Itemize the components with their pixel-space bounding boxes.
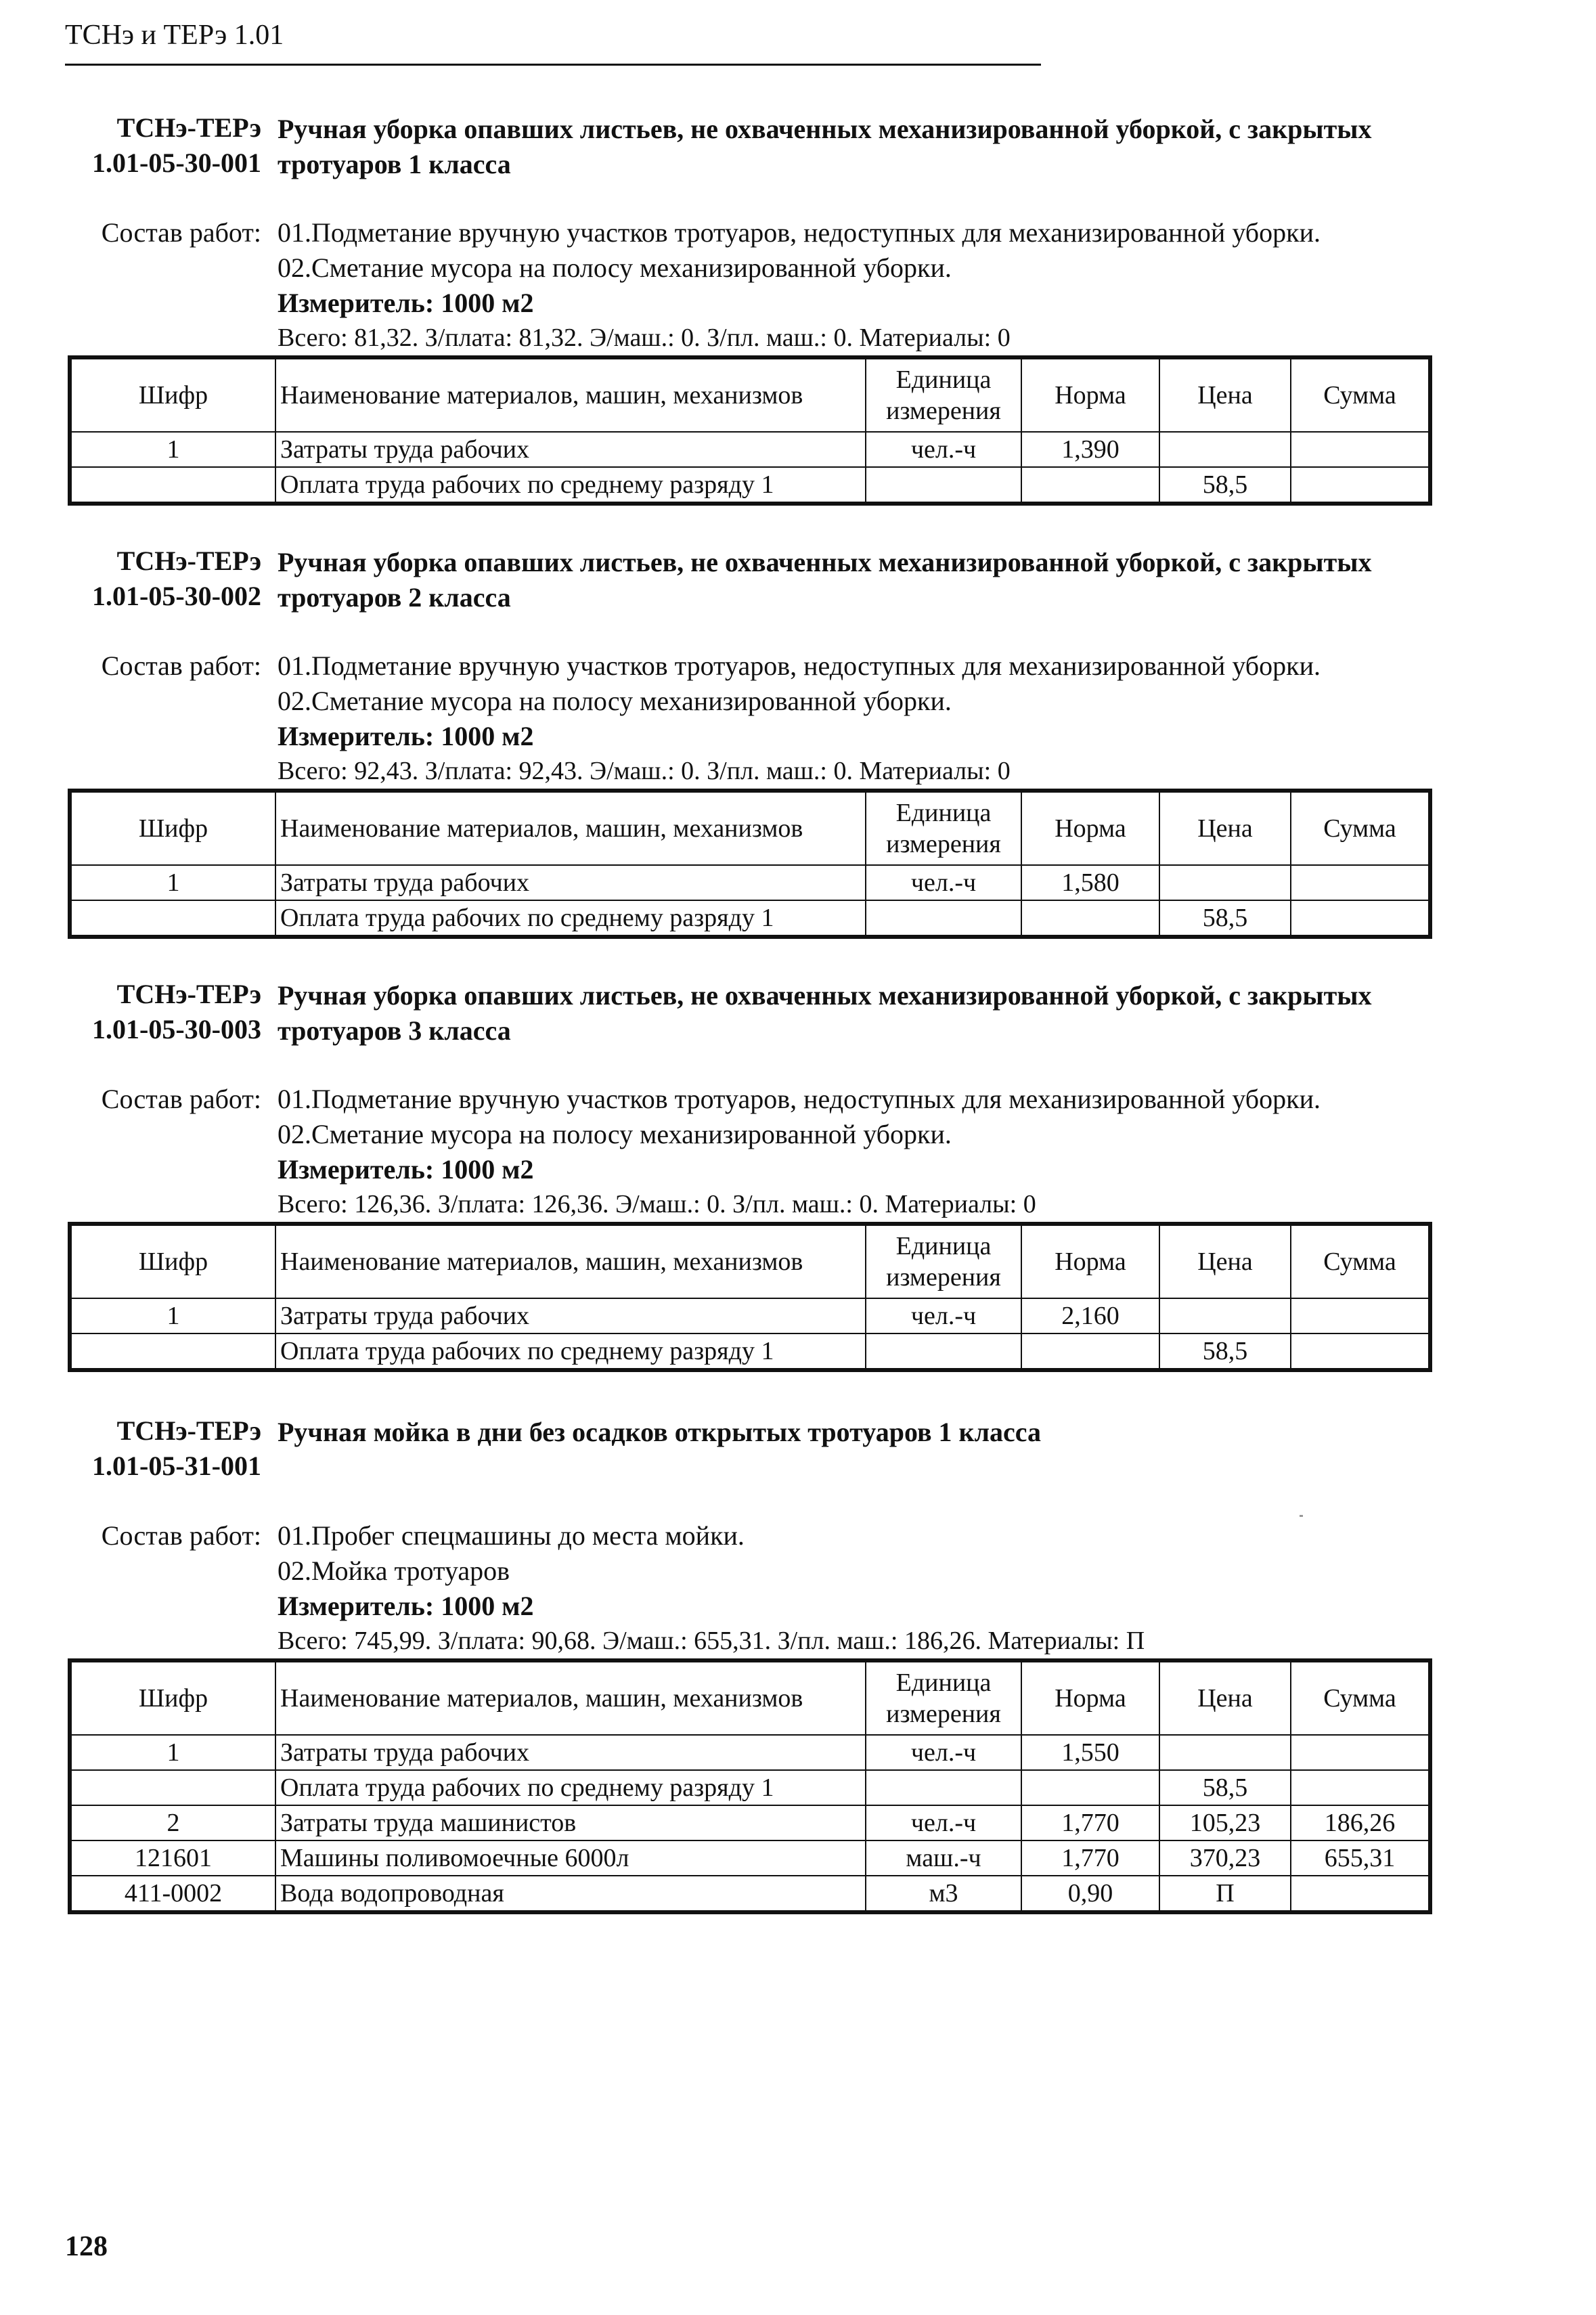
cell-name: Затраты труда рабочих <box>275 865 866 900</box>
cell-name: Вода водопроводная <box>275 1876 866 1912</box>
meter-line <box>278 1153 533 1185</box>
cell-sum <box>1291 432 1430 467</box>
cell-sum <box>1291 1735 1430 1770</box>
meter-line <box>278 287 533 319</box>
cell-unit <box>866 1333 1021 1370</box>
col-header-sum: Сумма <box>1291 791 1430 865</box>
section-title: Ручная уборка опавших листьев, не охваченных механизированной уборкой, с закрытых тротуаров 1 класса <box>278 114 1372 179</box>
cell-sum: 186,26 <box>1291 1805 1430 1840</box>
cell-sum <box>1291 467 1430 504</box>
section-title: Ручная мойка в дни без осадков открытых тротуаров 1 класса <box>278 1417 1042 1447</box>
table-row <box>70 467 1430 504</box>
cell-name: Оплата труда рабочих по среднему разряду 1 <box>275 467 866 504</box>
cell-code: 1 <box>70 865 275 900</box>
cell-unit: чел.-ч <box>866 865 1021 900</box>
work-item: 01.Пробег спецмашины до места мойки. <box>278 1520 745 1551</box>
cell-norm: 1,770 <box>1021 1840 1159 1876</box>
cell-norm: 2,160 <box>1021 1298 1159 1333</box>
meter-label: Измеритель: <box>278 721 435 751</box>
col-header-norm: Норма <box>1021 357 1159 432</box>
cell-sum <box>1291 1298 1430 1333</box>
section-title: Ручная уборка опавших листьев, не охваченных механизированной уборкой, с закрытых тротуаров 2 класса <box>278 547 1372 613</box>
cell-unit: м3 <box>866 1876 1021 1912</box>
col-header-code: Шифр <box>70 1224 275 1298</box>
cell-unit: чел.-ч <box>866 1735 1021 1770</box>
table-header-row <box>70 791 1430 865</box>
meter-label: Измеритель: <box>278 1591 435 1621</box>
col-header-unit-line2: измерения <box>886 1263 1001 1292</box>
cell-norm: 1,580 <box>1021 865 1159 900</box>
cell-norm: 1,550 <box>1021 1735 1159 1770</box>
col-header-price: Цена <box>1159 1224 1291 1298</box>
col-header-norm: Норма <box>1021 1224 1159 1298</box>
cell-name: Затраты труда машинистов <box>275 1805 866 1840</box>
work-item: 01.Подметание вручную участков тротуаров, недоступных для механизированной уборки. <box>278 651 1321 681</box>
meter-value: 1000 м2 <box>441 1591 534 1621</box>
cell-name: Машины поливомоечные 6000л <box>275 1840 866 1876</box>
totals-line: Всего: 745,99. З/плата: 90,68. Э/маш.: 655,31. З/пл. маш.: 186,26. Материалы: П <box>278 1627 1145 1655</box>
cell-price: 58,5 <box>1159 1770 1291 1805</box>
col-header-name: Наименование материалов, машин, механизмов <box>275 1224 866 1298</box>
table-row <box>70 432 1430 467</box>
totals-line: Всего: 81,32. З/плата: 81,32. Э/маш.: 0. З/пл. маш.: 0. Материалы: 0 <box>278 324 1011 352</box>
cell-name: Затраты труда рабочих <box>275 1735 866 1770</box>
cell-unit <box>866 900 1021 937</box>
cell-code: 1 <box>70 432 275 467</box>
table-header-row <box>70 1224 1430 1298</box>
table-row <box>70 865 1430 900</box>
cell-code <box>70 1770 275 1805</box>
cell-sum <box>1291 1770 1430 1805</box>
col-header-unit <box>866 1660 1021 1735</box>
table-header-row <box>70 357 1430 432</box>
cell-norm <box>1021 467 1159 504</box>
cell-price <box>1159 1298 1291 1333</box>
resources-table <box>68 1222 1432 1372</box>
section-heading <box>0 978 1596 1053</box>
col-header-norm: Норма <box>1021 1660 1159 1735</box>
table-row <box>70 1876 1430 1912</box>
cell-price: 58,5 <box>1159 900 1291 937</box>
section-heading <box>0 1415 1596 1489</box>
norm-code-number: 1.01-05-31-001 <box>92 1451 261 1481</box>
table-row <box>70 1735 1430 1770</box>
norm-code-number: 1.01-05-30-002 <box>92 581 261 611</box>
work-item: 02.Сметание мусора на полосу механизированной уборки. <box>278 686 952 716</box>
table-row <box>70 900 1430 937</box>
resources-table <box>68 789 1432 939</box>
cell-price <box>1159 432 1291 467</box>
norm-code-prefix: ТСНэ-ТЕРэ <box>116 979 261 1009</box>
col-header-unit-line2: измерения <box>886 1700 1001 1728</box>
col-header-sum: Сумма <box>1291 1224 1430 1298</box>
cell-price <box>1159 865 1291 900</box>
works-label: Состав работ: <box>101 1084 261 1114</box>
works-label: Состав работ: <box>101 217 261 248</box>
works-label: Состав работ: <box>101 651 261 681</box>
table-row <box>70 1298 1430 1333</box>
table-row <box>70 1770 1430 1805</box>
cell-code: 2 <box>70 1805 275 1840</box>
norm-code-prefix: ТСНэ-ТЕРэ <box>116 1415 261 1446</box>
cell-unit <box>866 467 1021 504</box>
col-header-unit <box>866 357 1021 432</box>
cell-unit: чел.-ч <box>866 432 1021 467</box>
col-header-unit-line2: измерения <box>886 830 1001 858</box>
norm-code-number: 1.01-05-30-001 <box>92 148 261 178</box>
cell-sum: 655,31 <box>1291 1840 1430 1876</box>
table-header-row <box>70 1660 1430 1735</box>
cell-code: 1 <box>70 1735 275 1770</box>
section-title: Ручная уборка опавших листьев, не охваченных механизированной уборкой, с закрытых тротуаров 3 класса <box>278 980 1372 1046</box>
cell-name: Затраты труда рабочих <box>275 1298 866 1333</box>
cell-price <box>1159 1735 1291 1770</box>
col-header-unit <box>866 791 1021 865</box>
col-header-code: Шифр <box>70 791 275 865</box>
cell-name: Оплата труда рабочих по среднему разряду 1 <box>275 1333 866 1370</box>
col-header-unit <box>866 1224 1021 1298</box>
cell-code <box>70 900 275 937</box>
meter-value: 1000 м2 <box>441 1154 534 1185</box>
cell-sum <box>1291 900 1430 937</box>
work-item: 01.Подметание вручную участков тротуаров, недоступных для механизированной уборки. <box>278 1084 1321 1114</box>
cell-name: Оплата труда рабочих по среднему разряду 1 <box>275 1770 866 1805</box>
meter-value: 1000 м2 <box>441 721 534 751</box>
meter-label: Измеритель: <box>278 1154 435 1185</box>
cell-price: П <box>1159 1876 1291 1912</box>
cell-code: 1 <box>70 1298 275 1333</box>
col-header-norm: Норма <box>1021 791 1159 865</box>
col-header-name: Наименование материалов, машин, механизмов <box>275 1660 866 1735</box>
cell-norm: 1,390 <box>1021 432 1159 467</box>
work-item: 02.Сметание мусора на полосу механизированной уборки. <box>278 1119 952 1149</box>
cell-unit: чел.-ч <box>866 1298 1021 1333</box>
header-rule <box>65 64 1041 66</box>
resources-table <box>68 355 1432 506</box>
meter-line <box>278 1590 533 1622</box>
resources-table <box>68 1658 1432 1914</box>
work-item: 02.Сметание мусора на полосу механизированной уборки. <box>278 252 952 283</box>
cell-norm: 0,90 <box>1021 1876 1159 1912</box>
col-header-unit-line1: Единица <box>895 1232 992 1260</box>
meter-value: 1000 м2 <box>441 288 534 318</box>
col-header-unit-line1: Единица <box>895 366 992 394</box>
totals-line: Всего: 126,36. З/плата: 126,36. Э/маш.: 0. З/пл. маш.: 0. Материалы: 0 <box>278 1190 1036 1218</box>
norm-code-prefix: ТСНэ-ТЕРэ <box>116 112 261 143</box>
cell-code <box>70 467 275 504</box>
col-header-unit-line1: Единица <box>895 1669 992 1697</box>
page-number: 128 <box>65 2231 108 2262</box>
cell-name: Оплата труда рабочих по среднему разряду 1 <box>275 900 866 937</box>
cell-name: Затраты труда рабочих <box>275 432 866 467</box>
cell-unit <box>866 1770 1021 1805</box>
cell-norm <box>1021 1333 1159 1370</box>
cell-sum <box>1291 865 1430 900</box>
scan-speck <box>1300 1515 1303 1517</box>
cell-price: 58,5 <box>1159 1333 1291 1370</box>
work-item: 02.Мойка тротуаров <box>278 1556 510 1586</box>
meter-label: Измеритель: <box>278 288 435 318</box>
cell-norm: 1,770 <box>1021 1805 1159 1840</box>
norm-code-prefix: ТСНэ-ТЕРэ <box>116 546 261 576</box>
section-heading <box>0 112 1596 186</box>
col-header-name: Наименование материалов, машин, механизмов <box>275 357 866 432</box>
col-header-code: Шифр <box>70 1660 275 1735</box>
meter-line <box>278 720 533 752</box>
col-header-code: Шифр <box>70 357 275 432</box>
table-row <box>70 1805 1430 1840</box>
col-header-sum: Сумма <box>1291 357 1430 432</box>
cell-code: 121601 <box>70 1840 275 1876</box>
cell-sum <box>1291 1333 1430 1370</box>
cell-unit: чел.-ч <box>866 1805 1021 1840</box>
cell-price: 58,5 <box>1159 467 1291 504</box>
cell-code <box>70 1333 275 1370</box>
col-header-unit-line1: Единица <box>895 799 992 827</box>
cell-unit: маш.-ч <box>866 1840 1021 1876</box>
section-heading <box>0 545 1596 619</box>
running-header: ТСНэ и ТЕРэ 1.01 <box>65 20 284 51</box>
totals-line: Всего: 92,43. З/плата: 92,43. Э/маш.: 0. З/пл. маш.: 0. Материалы: 0 <box>278 757 1011 785</box>
norm-code-number: 1.01-05-30-003 <box>92 1014 261 1044</box>
cell-norm <box>1021 900 1159 937</box>
work-item: 01.Подметание вручную участков тротуаров, недоступных для механизированной уборки. <box>278 217 1321 248</box>
cell-norm <box>1021 1770 1159 1805</box>
cell-price: 105,23 <box>1159 1805 1291 1840</box>
col-header-price: Цена <box>1159 791 1291 865</box>
col-header-price: Цена <box>1159 357 1291 432</box>
cell-code: 411-0002 <box>70 1876 275 1912</box>
col-header-sum: Сумма <box>1291 1660 1430 1735</box>
cell-price: 370,23 <box>1159 1840 1291 1876</box>
cell-sum <box>1291 1876 1430 1912</box>
col-header-unit-line2: измерения <box>886 397 1001 425</box>
works-label: Состав работ: <box>101 1520 261 1551</box>
table-row <box>70 1840 1430 1876</box>
col-header-price: Цена <box>1159 1660 1291 1735</box>
col-header-name: Наименование материалов, машин, механизмов <box>275 791 866 865</box>
table-row <box>70 1333 1430 1370</box>
